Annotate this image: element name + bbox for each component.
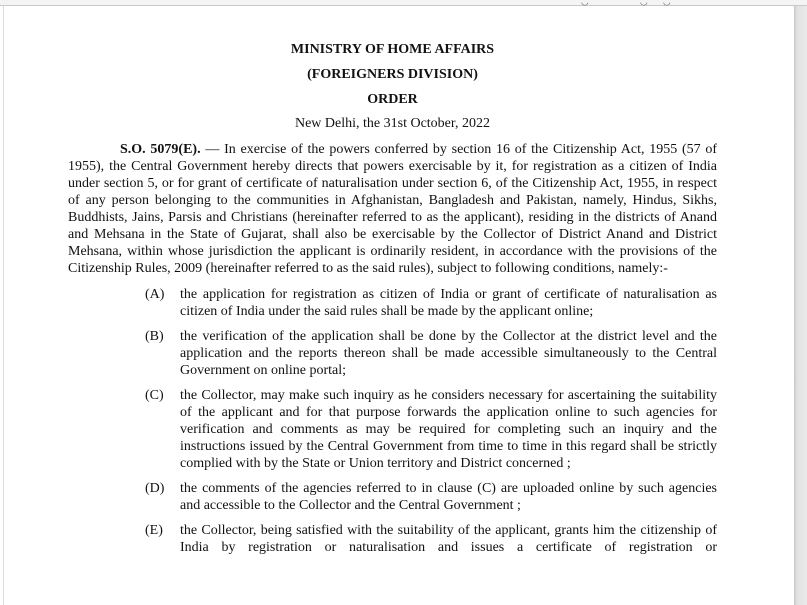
clause-label: (B) — [145, 329, 164, 344]
clause-label: (D) — [145, 481, 165, 496]
clause-text: the verification of the application shall be done by the Collector at the district level and the application and the reports thereon shall be made accessible simultaneously to the Central Government on online portal; — [180, 329, 717, 378]
order-number: S.O. 5079(E). — [120, 142, 201, 157]
clause-text: the Collector, may make such inquiry as he considers necessary for ascertaining the suitability of the applicant and for that purpose forwards the application online to such agencies for verification and comments as may be required for completing such an inquiry and the instructions issued by the Central Government from time to time in this regard shall be strictly complied with by the State or Union territory and District concerned ; — [180, 388, 717, 471]
cropped-glyph-artifact: ◡ — [581, 0, 589, 7]
ministry-heading: MINISTRY OF HOME AFFAIRS — [290, 42, 495, 57]
cropped-glyph-artifact: ◡ — [663, 0, 671, 7]
clause-e — [68, 522, 717, 556]
document-page — [68, 0, 717, 556]
order-paragraph-body: — In exercise of the powers conferred by section 16 of the Citizenship Act, 1955 (57 of 1955), the Central Government hereby directs that powers exercisable by it, for registration as a citizen of India under section 5, or for grant of certificate of naturalisation under section 6, of the Citizenship Act, 1955, in respect of any person belonging to the communities in Afghanistan, Bangladesh and Pakistan, namely, Hindus, Sikhs, Buddhists, Jains, Parsis and Christians (hereinafter referred to as the applicant), residing in the districts of Anand and Mehsana in the State of Gujarat, shall also be exercisable by the Collector of District Anand and District Mehsana, within whose jurisdiction the applicant is ordinarily resident, in accordance with the provisions of the Citizenship Rules, 2009 (hereinafter referred to as the said rules), subject to following conditions, namely:- — [68, 142, 718, 276]
clause-text: the comments of the agencies referred to in clause (C) are uploaded online by such agencies and accessible to the Collector and the Central Government ; — [180, 481, 717, 513]
clause-label: (A) — [145, 287, 165, 302]
clause-text: the application for registration as citizen of India or grant of certificate of naturalisation as citizen of India under the said rules shall be made by the applicant online; — [180, 287, 717, 319]
clause-a — [68, 286, 717, 320]
page-right-gutter — [794, 6, 807, 605]
order-heading: ORDER — [367, 92, 418, 107]
clause-d — [68, 480, 717, 514]
clause-b — [68, 328, 717, 379]
dateline: New Delhi, the 31st October, 2022 — [294, 116, 490, 131]
clause-label: (C) — [145, 388, 164, 403]
clause-text: the Collector, being satisfied with the suitability of the applicant, grants him the citizenship of India by registration or naturalisation and issues a certificate of registration or — [180, 523, 717, 555]
division-heading: (FOREIGNERS DIVISION) — [307, 67, 478, 82]
top-edge-strip — [0, 0, 807, 6]
order-paragraph — [68, 141, 717, 277]
clause-c — [68, 387, 717, 472]
page-left-border — [3, 6, 4, 605]
clause-label: (E) — [145, 523, 163, 538]
cropped-glyph-artifact: ◡ — [640, 0, 648, 7]
